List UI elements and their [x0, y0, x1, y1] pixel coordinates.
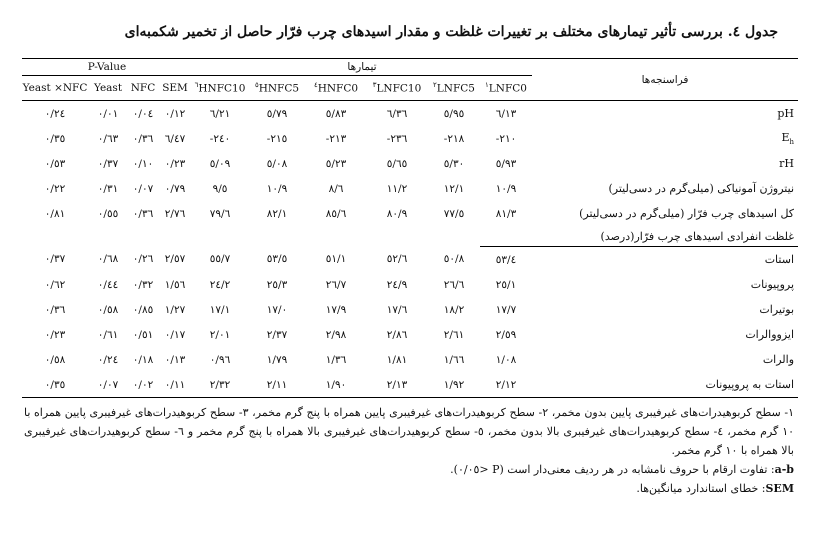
table-row-propionate: [22, 272, 798, 297]
cell-yeast-nfc: ٠/٣٦: [44, 303, 66, 316]
cell-sem: ٠/١٧: [164, 328, 186, 341]
cell-nfc: ٠/٠٧: [132, 182, 154, 195]
cell-sem: ٠/٧٩: [164, 182, 186, 195]
parameters-header: فراسنجه‌ها: [532, 59, 798, 101]
cell-lnfc0: ١٧/٧: [495, 303, 517, 316]
param-label: والرات: [762, 353, 795, 366]
table-row-acetate: [22, 247, 798, 273]
cell-yeast-nfc: ٠/٢٤: [44, 107, 66, 120]
cell-lnfc10: ٢/٨٦: [386, 328, 408, 341]
cell-lnfc5: ٥٠/٨: [443, 253, 465, 266]
cell-hnfc10: ٥/٠٩: [209, 157, 231, 170]
cell-nfc: ٠/١٠: [132, 157, 154, 170]
cell-hnfc10: ٢٤/٢: [209, 278, 231, 291]
cell-hnfc10: ٠/٩٦: [209, 353, 231, 366]
cell-sem: ٠/١٣: [164, 353, 186, 366]
treatment-header-lnfc0: $^١$LNFC0: [480, 76, 532, 101]
cell-hnfc0: ١٧/٩: [325, 303, 347, 316]
cell-yeast: ٠/٤٤: [97, 278, 119, 291]
cell-lnfc10: ٥/٦٥: [386, 157, 408, 170]
cell-lnfc0: ٥٣/٤: [495, 253, 517, 266]
results-table: [22, 58, 798, 398]
footnote-significance: a-b: تفاوت ارقام با حروف نامشابه در هر ردیف معنی‌دار است (P <٠/٠٥).: [450, 463, 794, 476]
cell-hnfc0: ٢٦/٧: [325, 278, 347, 291]
cell-hnfc5: ٥/٧٩: [266, 107, 288, 120]
pvalue-group-header: P-Value: [22, 59, 192, 76]
cell-lnfc10: ١٧/٦: [386, 303, 408, 316]
cell-lnfc5: ١/٦٦: [443, 353, 465, 366]
header-group-row: [22, 59, 798, 76]
cell-lnfc5: ١/٩٢: [428, 372, 480, 398]
document-page: [22, 0, 798, 537]
cell-lnfc10: ٥٢/٦: [386, 253, 408, 266]
cell-yeast-nfc: ٠/٥٣: [44, 157, 66, 170]
cell-lnfc0: ٢/١٢: [480, 372, 532, 398]
param-label: استات: [764, 253, 795, 266]
cell-yeast-nfc: ٠/٦٢: [44, 278, 66, 291]
param-label: rH: [779, 157, 795, 170]
cell-yeast: ٠/٥٥: [97, 207, 119, 220]
table-row-ammonia: [22, 176, 798, 201]
cell-lnfc10: ١/٨١: [386, 353, 408, 366]
cell-sem: ٠/٢٣: [164, 157, 186, 170]
treatment-header-hnfc10: $^٦$HNFC10: [192, 76, 248, 101]
cell-hnfc5: -٢١٥: [266, 132, 288, 145]
cell-hnfc5: ٨٢/١: [266, 207, 288, 220]
cell-nfc: ٠/٣٦: [132, 207, 154, 220]
cell-lnfc10: ٦/٣٦: [386, 107, 408, 120]
cell-hnfc5: ١٧/٠: [266, 303, 288, 316]
param-label: پروپیونات: [750, 278, 795, 291]
cell-hnfc10: ١٧/١: [209, 303, 231, 316]
cell-hnfc10: ٦/٢١: [209, 107, 231, 120]
treatment-header-lnfc10: $^٣$LNFC10: [366, 76, 428, 101]
cell-hnfc5: ٢٥/٣: [266, 278, 288, 291]
stat-header-sem: SEM: [158, 76, 192, 101]
cell-yeast-nfc: ٠/٣٧: [44, 253, 66, 266]
table-footnotes: [24, 403, 794, 498]
cell-yeast: ٠/٦٣: [97, 132, 119, 145]
table-row-acetate-propionate: [22, 372, 798, 398]
cell-yeast-nfc: ٠/٣٥: [44, 132, 66, 145]
cell-hnfc5: ١/٧٩: [266, 353, 288, 366]
param-label: نیتروژن آمونیاکی (میلی‌گرم در دسی‌لیتر): [608, 182, 795, 195]
cell-yeast: ٠/٦٨: [97, 253, 119, 266]
cell-hnfc5: ٥٣/٥: [266, 253, 288, 266]
table-row-isovalerate: [22, 322, 798, 347]
param-label: ایزووالرات: [745, 328, 795, 341]
cell-sem: ١/٢٧: [164, 303, 186, 316]
cell-yeast-nfc: ٠/٨١: [44, 207, 66, 220]
cell-yeast: ٠/٠٧: [88, 372, 128, 398]
treatment-header-lnfc5: $^٢$LNFC5: [428, 76, 480, 101]
table-row-butyrate: [22, 297, 798, 322]
cell-lnfc0: ٦/١٣: [495, 107, 517, 120]
cell-lnfc0: ١٠/٩: [495, 182, 517, 195]
cell-lnfc5: ٢/٦١: [443, 328, 465, 341]
cell-sem: ٦/٤٧: [164, 132, 186, 145]
cell-hnfc10: ٢/٣٢: [192, 372, 248, 398]
cell-nfc: ٠/٢٦: [132, 253, 154, 266]
cell-hnfc5: ٢/٣٧: [266, 328, 288, 341]
cell-lnfc0: ٨١/٣: [495, 207, 517, 220]
cell-hnfc10: ٧٩/٦: [209, 207, 231, 220]
cell-lnfc5: ٥/٣٠: [443, 157, 465, 170]
cell-hnfc0: ٨/٦: [328, 182, 344, 195]
treatment-header-hnfc0: $^٤$HNFC0: [306, 76, 366, 101]
table-row-ph: [22, 101, 798, 127]
cell-hnfc5: ١٠/٩: [266, 182, 288, 195]
cell-lnfc10: -٢٣٦: [386, 132, 408, 145]
cell-sem: ٠/١١: [158, 372, 192, 398]
cell-lnfc0: ١/٠٨: [495, 353, 517, 366]
param-label: $E_h$: [781, 130, 795, 147]
section-title: غلظت انفرادی اسیدهای چرب فرّار(درصد): [480, 226, 798, 247]
table-row-rh: [22, 151, 798, 176]
cell-hnfc0: ٢/٩٨: [325, 328, 347, 341]
cell-hnfc0: ١/٩٠: [306, 372, 366, 398]
cell-hnfc10: -٢٤٠: [209, 132, 231, 145]
table-caption: جدول ٤. بررسی تأثیر تیمارهای مختلف بر تغییرات غلظت و مقدار اسیدهای چرب فرّار حاصل از تخمیر شکمبه‌ای: [124, 24, 778, 40]
cell-lnfc5: ٥/٩٥: [443, 107, 465, 120]
cell-hnfc5: ٢/١١: [248, 372, 306, 398]
param-label: pH: [777, 107, 795, 120]
treatment-header-hnfc5: $^٥$HNFC5: [248, 76, 306, 101]
cell-yeast-nfc: ٠/٢٣: [44, 328, 66, 341]
cell-yeast-nfc: ٠/٥٨: [44, 353, 66, 366]
stat-header-yeast-nfc: Yeast ×NFC: [22, 76, 88, 101]
cell-sem: ٢/٥٧: [164, 253, 186, 266]
cell-yeast: ٠/٣١: [97, 182, 119, 195]
cell-sem: ٠/١٢: [164, 107, 186, 120]
stat-header-nfc: NFC: [128, 76, 158, 101]
table-row-total-vfa: [22, 201, 798, 226]
cell-hnfc0: ٥/٨٣: [325, 107, 347, 120]
cell-nfc: ٠/٠٤: [132, 107, 154, 120]
cell-nfc: ٠/٨٥: [132, 303, 154, 316]
cell-yeast: ٠/٦١: [97, 328, 119, 341]
section-title-row: [22, 226, 798, 247]
footnote-treatments: ١- سطح کربوهیدرات‌های غیرفیبری پایین بدون مخمر، ٢- سطح کربوهیدرات‌های غیرفیبری پایین همراه با پنج گرم مخمر، ٣- سطح کربوهیدرات‌های غیرفیبری پایین همراه با ١٠ گرم مخمر، ٤- سطح کربوهیدرات‌های غیرفیبری بالا بدون مخمر، ٥- سطح کربوهیدرات‌های غیرفیبری بالا همراه با پنج گرم مخمر و ٦- سطح کربوهیدرات‌های غیرفیبری بالا همراه با ١٠ گرم مخمر.: [24, 406, 795, 457]
stat-header-yeast: Yeast: [88, 76, 128, 101]
cell-nfc: ٠/٣٢: [132, 278, 154, 291]
footnote-sem: SEM: خطای استاندارد میانگین‌ها.: [636, 482, 794, 495]
cell-hnfc0: ١/٣٦: [325, 353, 347, 366]
cell-lnfc0: -٢١٠: [495, 132, 517, 145]
param-label: بوتیرات: [759, 303, 795, 316]
treatments-group-header: تیمارها: [192, 59, 532, 76]
cell-lnfc10: ٢/١٣: [366, 372, 428, 398]
cell-lnfc5: -٢١٨: [443, 132, 465, 145]
cell-hnfc0: ٥١/١: [325, 253, 347, 266]
cell-lnfc5: ٢٦/٦: [443, 278, 465, 291]
cell-lnfc5: ١٨/٢: [443, 303, 465, 316]
param-label: استات به پروپیونات: [532, 372, 798, 398]
cell-yeast: ٠/٥٨: [97, 303, 119, 316]
cell-lnfc0: ٢٥/١: [495, 278, 517, 291]
cell-lnfc10: ٨٠/٩: [386, 207, 408, 220]
table-row-valerate: [22, 347, 798, 372]
cell-hnfc0: -٢١٣: [325, 132, 347, 145]
cell-sem: ١/٥٦: [164, 278, 186, 291]
cell-hnfc0: ٨٥/٦: [325, 207, 347, 220]
cell-yeast: ٠/٠١: [97, 107, 119, 120]
cell-hnfc10: ٩/٥: [212, 182, 228, 195]
table-row-eh: [22, 126, 798, 151]
cell-hnfc5: ٥/٠٨: [266, 157, 288, 170]
cell-lnfc5: ٧٧/٥: [443, 207, 465, 220]
cell-sem: ٢/٧٦: [164, 207, 186, 220]
cell-yeast-nfc: ٠/٣٥: [22, 372, 88, 398]
cell-hnfc0: ٥/٢٣: [325, 157, 347, 170]
cell-hnfc10: ٥٥/٧: [209, 253, 231, 266]
cell-lnfc0: ٢/٥٩: [495, 328, 517, 341]
cell-yeast: ٠/٢٤: [97, 353, 119, 366]
cell-nfc: ٠/٠٢: [128, 372, 158, 398]
param-label: کل اسیدهای چرب فرّار (میلی‌گرم در دسی‌لیتر): [579, 207, 795, 220]
cell-nfc: ٠/٣٦: [132, 132, 154, 145]
cell-nfc: ٠/١٨: [132, 353, 154, 366]
cell-yeast: ٠/٣٧: [97, 157, 119, 170]
cell-lnfc10: ٢٤/٩: [386, 278, 408, 291]
cell-yeast-nfc: ٠/٢٢: [44, 182, 66, 195]
cell-lnfc5: ١٢/١: [443, 182, 465, 195]
cell-lnfc0: ٥/٩٣: [495, 157, 517, 170]
cell-nfc: ٠/٥١: [132, 328, 154, 341]
cell-lnfc10: ١١/٢: [386, 182, 408, 195]
cell-hnfc10: ٢/٠١: [209, 328, 231, 341]
